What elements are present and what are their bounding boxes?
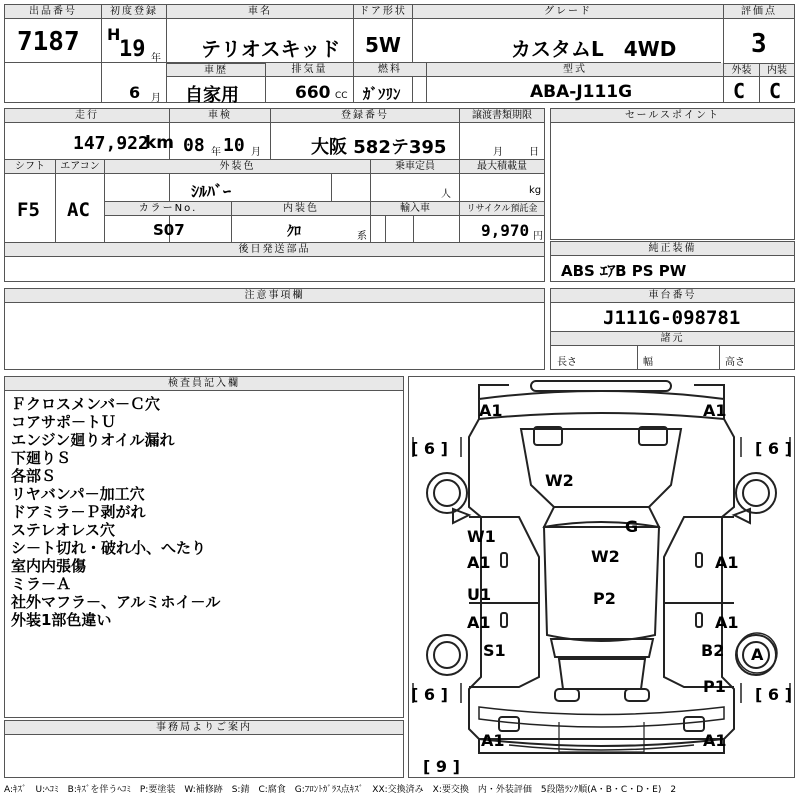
remark-line: 外装1部色違い [11, 611, 112, 629]
office-label: 事務局よりご案内 [5, 721, 403, 735]
mark-g-windshield: G [625, 517, 639, 536]
interior-grade-label: 内装 [760, 63, 794, 77]
damage-diagram [408, 376, 795, 778]
mileage-label: 走行 [5, 109, 169, 123]
mark-a1-right-rear-door: A1 [715, 613, 739, 632]
model-code-label: 型式 [427, 63, 723, 77]
mark-s1-left: S1 [483, 641, 506, 660]
office-box [4, 720, 404, 778]
capacity-unit: 人 [441, 189, 451, 200]
transfer-month: 月 [493, 147, 503, 158]
registration-month: 6 [129, 83, 141, 102]
remark-line: シ－ト切れ・破れ小、へたり [11, 539, 207, 557]
grade: カスタムL 4WD [511, 37, 677, 61]
air-conditioner: AC [67, 199, 90, 221]
mark-a1-left-rear-door: A1 [467, 613, 491, 632]
sales-point-box [550, 108, 795, 240]
width-label: 幅 [643, 357, 653, 368]
ac-label: エアコン [56, 160, 104, 174]
mark-a1-front-left: A1 [479, 401, 503, 420]
color-number: S07 [153, 221, 185, 239]
lot-number: 7187 [17, 27, 80, 57]
max-load-unit: kg [529, 185, 542, 196]
mark-tire-rear-right: [ 6 ] [755, 685, 792, 704]
inspector-box [4, 376, 404, 718]
interior-color: ｸﾛ [287, 224, 301, 240]
remark-line: ドアミラ－Ｐ剥がれ [11, 503, 146, 521]
history-label: 車歴 [167, 63, 265, 77]
fuel: ｶﾞｿﾘﾝ [363, 85, 401, 103]
mark-spare-tire: [ 9 ] [423, 757, 460, 776]
import-label: 輸入車 [371, 202, 459, 216]
model-code: ABA-J111G [530, 82, 633, 102]
sales-point-label: セールスポイント [551, 109, 794, 123]
interior-color-suffix: 系 [357, 231, 367, 242]
notes-label: 注意事項欄 [5, 289, 544, 303]
mark-w2-roof: W2 [591, 547, 620, 566]
mark-w1-left: W1 [467, 527, 496, 546]
inspection-year: 08 [183, 135, 205, 156]
mileage: 147,922 [73, 133, 149, 154]
interior-grade: C [769, 79, 782, 103]
remark-line: 各部Ｓ [11, 467, 57, 485]
history: 自家用 [185, 85, 239, 106]
recycle-unit: 円 [533, 231, 543, 242]
mark-a1-right-front-door: A1 [715, 553, 739, 572]
mileage-unit: km [145, 133, 175, 153]
remark-line: ステレオレス穴 [11, 521, 115, 539]
mark-tire-front-left: [ 6 ] [411, 439, 448, 458]
score-label: 評価点 [724, 5, 794, 19]
equipment-box [550, 241, 795, 282]
recycle-deposit: 9,970 [481, 221, 530, 240]
top-header [4, 4, 795, 106]
transfer-deadline-label: 譲渡書類期限 [460, 109, 544, 123]
color-number-label: カラーNo. [105, 202, 231, 216]
exterior-color-label: 外装色 [105, 160, 370, 174]
mark-b2-right: B2 [701, 641, 725, 660]
era: H [107, 25, 121, 44]
mark-tire-front-right: [ 6 ] [755, 439, 792, 458]
length-label: 長さ [557, 357, 577, 368]
interior-color-label: 内装色 [232, 202, 370, 216]
first-registration-label: 初度登録 [102, 5, 166, 19]
remark-line: エンジン廻りオイル漏れ [11, 431, 175, 449]
mark-a-wheel: A [751, 645, 764, 664]
score: 3 [751, 29, 767, 59]
mark-a1-left-front-door: A1 [467, 553, 491, 572]
mark-w2-hood: W2 [545, 471, 574, 490]
exterior-grade: C [733, 79, 746, 103]
remark-line: Ｆクロスメンバ－Ｃ穴 [11, 395, 160, 413]
exterior-color: ｼﾙﾊﾞｰ [191, 182, 232, 201]
max-load-label: 最大積載量 [460, 160, 544, 174]
year-suffix: 年 [151, 53, 161, 64]
door-type: 5W [365, 33, 401, 57]
grade-label: グレード [413, 5, 723, 19]
chassis-box [550, 288, 795, 370]
equipment-label: 純正装備 [551, 242, 794, 256]
mark-p2-roof: P2 [593, 589, 616, 608]
specs-label: 諸元 [551, 332, 794, 346]
car-name-label: 車名 [167, 5, 353, 19]
remark-line: コアサポ－トＵ [11, 413, 117, 431]
remark-line: リヤバンパ－加工穴 [11, 485, 145, 503]
registration-label: 登録番号 [271, 109, 459, 123]
mark-u1-left: U1 [467, 585, 492, 604]
remark-line: ミラ－Ａ [11, 575, 72, 593]
inspection-label: 車検 [170, 109, 270, 123]
remark-line: 社外マフラ－、アルミホイ－ル [11, 593, 221, 611]
height-label: 高さ [725, 357, 745, 368]
door-label: ドア形状 [354, 5, 412, 19]
shift: F5 [17, 199, 40, 221]
registration-number: 大阪 582テ395 [311, 137, 447, 158]
inspector-label: 検査員記入欄 [5, 377, 403, 391]
car-outline [409, 377, 794, 777]
inspection-month: 10 [223, 135, 245, 156]
mark-a1-rear-left: A1 [481, 731, 505, 750]
recycle-deposit-label: リサイクル預託金 [460, 202, 544, 216]
inspection-year-suffix: 年 [211, 147, 221, 158]
vehicle-details [4, 108, 545, 282]
displacement: 660 [295, 83, 331, 103]
displacement-label: 排気量 [266, 63, 353, 77]
transfer-day: 日 [529, 147, 539, 158]
chassis-number: J111G-098781 [603, 307, 741, 329]
mark-p1-right: P1 [703, 677, 726, 696]
registration-year: 19 [119, 37, 146, 62]
shift-label: シフト [5, 160, 55, 174]
later-parts-label: 後日発送部品 [5, 243, 544, 257]
exterior-grade-label: 外装 [724, 63, 759, 77]
mark-a1-rear-right: A1 [703, 731, 727, 750]
inspection-month-suffix: 月 [251, 147, 261, 158]
month-suffix: 月 [151, 93, 161, 104]
car-name: テリオスキッド [201, 37, 341, 61]
notes-box [4, 288, 545, 370]
capacity-label: 乗車定員 [371, 160, 459, 174]
lot-number-label: 出品番号 [5, 5, 101, 19]
legend: A:ｷｽﾞ U:ﾍｺﾐ B:ｷｽﾞを伴うﾍｺﾐ P:要塗装 W:補修跡 S:錆 C:腐食 G:ﾌﾛﾝﾄｶﾞﾗｽ点ｷｽﾞ XX:交換済み X:要交換 内・外装評価 5段階ﾗﾝｸ順(A・B・C・D・E) 2 [4, 785, 677, 795]
inspector-remarks [11, 395, 220, 629]
remark-line: 室内内張傷 [11, 557, 87, 575]
mark-tire-rear-left: [ 6 ] [411, 685, 448, 704]
fuel-label: 燃料 [354, 63, 426, 77]
remark-line: 下廻りＳ [11, 449, 72, 467]
displacement-unit: CC [335, 91, 348, 101]
equipment-list: ABS ｴｱB PS PW [561, 262, 687, 280]
mark-a1-front-right: A1 [703, 401, 727, 420]
chassis-number-label: 車台番号 [551, 289, 794, 303]
